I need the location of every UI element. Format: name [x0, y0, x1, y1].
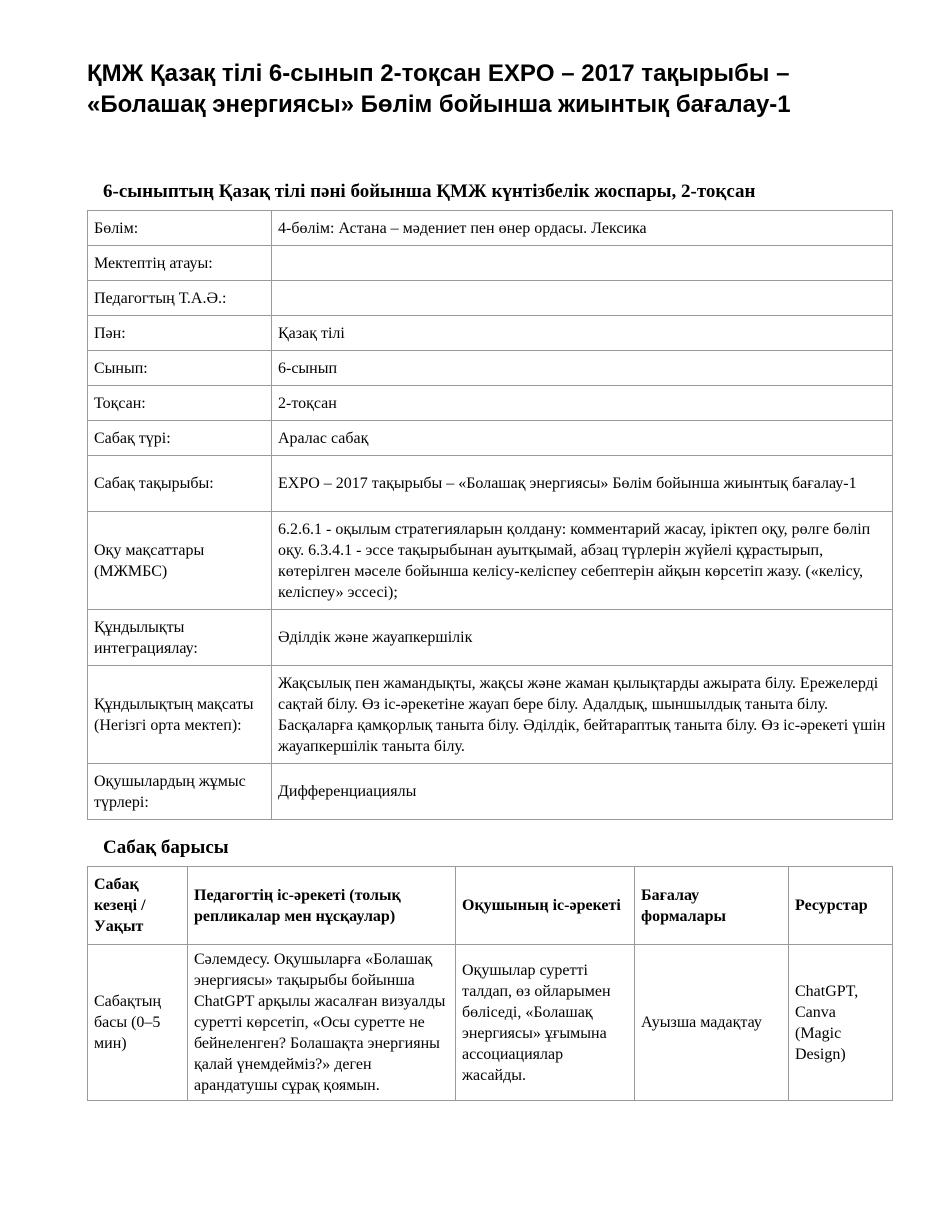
plan-value	[272, 246, 893, 281]
plan-label: Бөлім:	[88, 211, 272, 246]
plan-value: 6-сынып	[272, 351, 893, 386]
plan-label: Педагогтың Т.А.Ә.:	[88, 281, 272, 316]
table-row	[88, 945, 893, 1101]
plan-label: Құндылықты интеграциялау:	[88, 610, 272, 666]
table-header-row	[88, 867, 893, 945]
column-header: Бағалау формалары	[635, 867, 789, 945]
plan-value: Дифференциациялы	[272, 764, 893, 820]
plan-label: Сабақ тақырыбы:	[88, 456, 272, 512]
table-row	[88, 764, 893, 820]
lesson-flow-table	[87, 866, 893, 1101]
plan-value: 4-бөлім: Астана – мәдениет пен өнер ордасы. Лексика	[272, 211, 893, 246]
plan-heading: 6-сыныптың Қазақ тілі пәні бойынша ҚМЖ күнтізбелік жоспары, 2-тоқсан	[103, 181, 756, 202]
plan-label: Сабақ түрі:	[88, 421, 272, 456]
table-row	[88, 246, 893, 281]
table-row	[88, 351, 893, 386]
plan-label: Құндылықтың мақсаты (Негізгі орта мектеп):	[88, 666, 272, 764]
plan-value	[272, 281, 893, 316]
plan-value: Жақсылық пен жамандықты, жақсы және жаман қылықтарды ажырата білу. Ережелерді сақтай білу. Өз іс-әрекетіне жауап бере білу. Адалдық, шыншылдық таныта білу. Басқаларға қамқорлық таныта білу. Әділдік, бейтараптық таныта білу. Өз іс-әрекеті үшін жауапкершілік таныта білу.	[272, 666, 893, 764]
lesson-flow-heading: Сабақ барысы	[103, 837, 229, 858]
column-header: Педагогтің іс-әрекеті (толық репликалар мен нұсқаулар)	[188, 867, 456, 945]
plan-label: Тоқсан:	[88, 386, 272, 421]
plan-label: Пән:	[88, 316, 272, 351]
column-header: Оқушының іс-әрекеті	[456, 867, 635, 945]
table-row	[88, 610, 893, 666]
table-cell: ChatGPT, Canva (Magic Design)	[789, 945, 893, 1101]
table-row	[88, 421, 893, 456]
table-cell: Сәлемдесу. Оқушыларға «Болашақ энергиясы» тақырыбы бойынша ChatGPT арқылы жасалған визуалды суретті көрсетіп, «Осы суретте не бейнеленген? Болашақта энергияны қалай үнемдейміз?» деген арандатушы сұрақ қоямын.	[188, 945, 456, 1101]
plan-label: Оқу мақсаттары (МЖМБС)	[88, 512, 272, 610]
plan-value: Аралас сабақ	[272, 421, 893, 456]
plan-value: Қазақ тілі	[272, 316, 893, 351]
column-header: Сабақ кезеңі / Уақыт	[88, 867, 188, 945]
plan-value: EXPO – 2017 тақырыбы – «Болашақ энергиясы» Бөлім бойынша жиынтық бағалау-1	[272, 456, 893, 512]
table-cell: Сабақтың басы (0–5 мин)	[88, 945, 188, 1101]
table-row	[88, 512, 893, 610]
document-title: ҚМЖ Қазақ тілі 6-сынып 2-тоқсан EXPO – 2017 тақырыбы – «Болашақ энергиясы» Бөлім бойынша жиынтық бағалау-1	[87, 60, 791, 118]
table-cell: Оқушылар суретті талдап, өз ойларымен бөліседі, «Болашақ энергиясы» ұғымына ассоциациялар жасайды.	[456, 945, 635, 1101]
table-row	[88, 386, 893, 421]
plan-value: 6.2.6.1 - оқылым стратегияларын қолдану: комментарий жасау, іріктеп оқу, рөлге бөліп оқу. 6.3.4.1 - эссе тақырыбынан ауытқымай, абзац түрлерін жүйелі құрастырып, көтерілген мәселе бойынша келісу-келіспеу себептерін айқын көрсетіп жазу. («келісу, келіспеу» эссесі);	[272, 512, 893, 610]
plan-value: Әділдік және жауапкершілік	[272, 610, 893, 666]
plan-label: Мектептің атауы:	[88, 246, 272, 281]
table-row	[88, 456, 893, 512]
column-header: Ресурстар	[789, 867, 893, 945]
plan-value: 2-тоқсан	[272, 386, 893, 421]
table-row	[88, 316, 893, 351]
table-row	[88, 666, 893, 764]
table-cell: Ауызша мадақтау	[635, 945, 789, 1101]
lesson-plan-table	[87, 210, 893, 820]
table-row	[88, 281, 893, 316]
table-row	[88, 211, 893, 246]
plan-label: Оқушылардың жұмыс түрлері:	[88, 764, 272, 820]
plan-label: Сынып:	[88, 351, 272, 386]
